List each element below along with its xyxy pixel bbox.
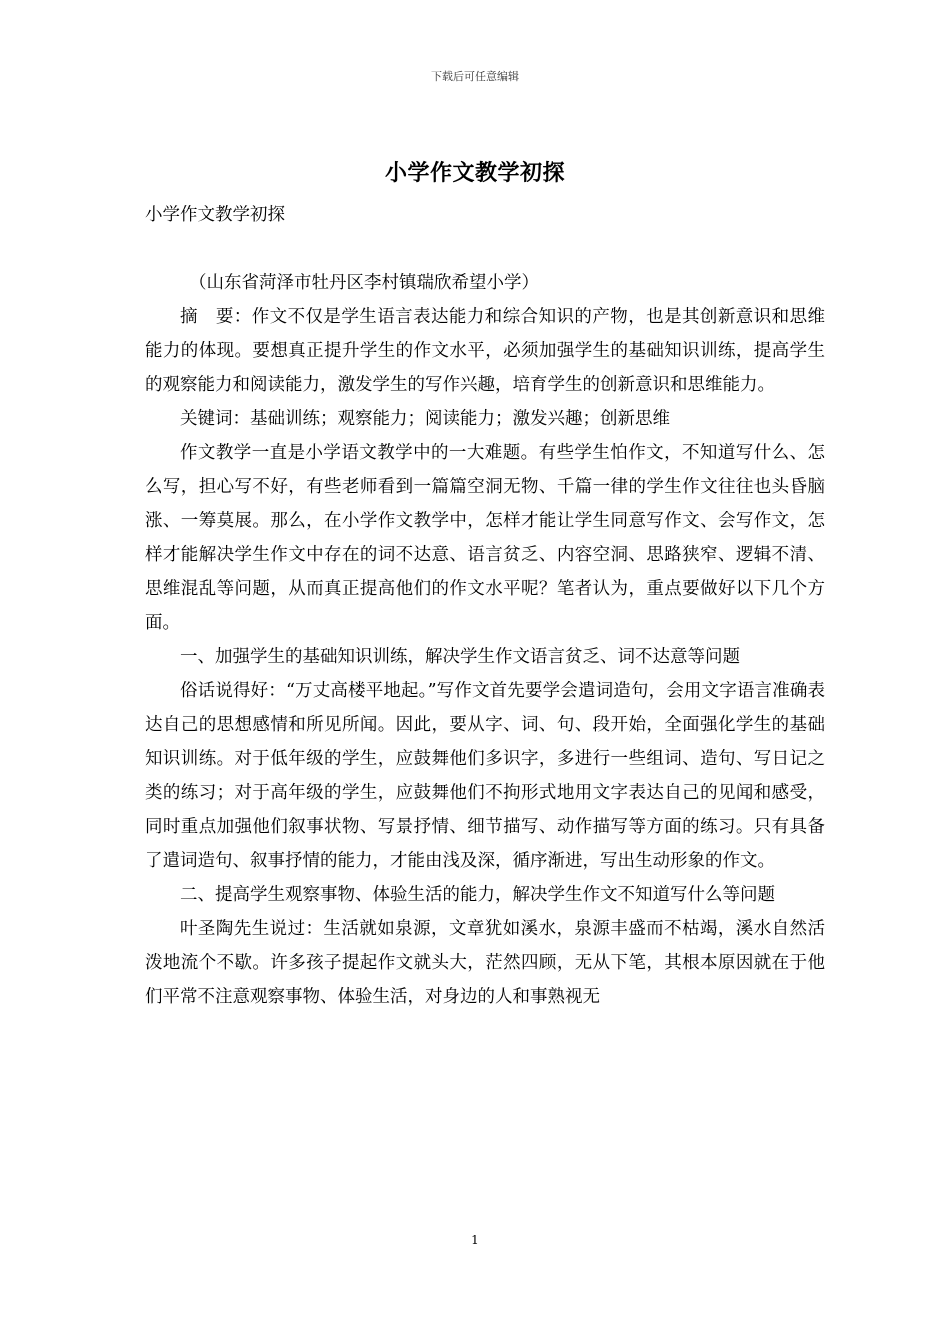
abstract-paragraph: 摘 要：作文不仅是学生语言表达能力和综合知识的产物，也是其创新意识和思维能力的体现。要想真正提升学生的作文水平，必须加强学生的基础知识训练，提高学生的观察能力和阅读能力，激发学生的写作兴趣，培育学生的创新意识和思维能力。 — [145, 307, 825, 395]
body-paragraph-section-2: 叶圣陶先生说过：生活就如泉源，文章犹如溪水，泉源丰盛而不枯竭，溪水自然活泼地流个不歇。许多孩子提起作文就头大，茫然四顾，无从下笔，其根本原因就在于他们平常不注意观察事物、体验生活，对身边的人和事熟视无 — [145, 919, 825, 1007]
page-number: 1 — [471, 1233, 479, 1247]
body-paragraph-section-1: 俗话说得好：“万丈高楼平地起。”写作文首先要学会遣词造句，会用文字语言准确表达自己的思想感情和所见所闻。因此，要从字、词、句、段开始，全面强化学生的基础知识训练。对于低年级的学生，应鼓舞他们多识字，多进行一些组词、造句、写日记之类的练习；对于高年级的学生，应鼓舞他们不拘形式地用文字表达自己的见闻和感受，同时重点加强他们叙事状物、写景抒情、细节描写、动作描写等方面的练习。只有具备了遣词造句、叙事抒情的能力，才能由浅及深，循序渐进，写出生动形象的作文。 — [145, 681, 825, 871]
blank-line — [145, 232, 825, 266]
document-subtitle: 小学作文教学初探 — [145, 205, 285, 225]
author-affiliation: （山东省菏泽市牡丹区李村镇瑞欣希望小学） — [189, 273, 539, 293]
document-body — [145, 198, 825, 1014]
keywords-paragraph: 关键词：基础训练；观察能力；阅读能力；激发兴趣；创新思维 — [180, 409, 670, 429]
section-heading-1: 一、加强学生的基础知识训练，解决学生作文语言贫乏、词不达意等问题 — [180, 647, 740, 667]
body-paragraph-intro: 作文教学一直是小学语文教学中的一大难题。有些学生怕作文，不知道写什么、怎么写，担心写不好，有些老师看到一篇篇空洞无物、千篇一律的学生作文往往也头昏脑涨、一筹莫展。那么，在小学作文教学中，怎样才能让学生同意写作文、会写作文，怎样才能解决学生作文中存在的词不达意、语言贫乏、内容空洞、思路狭窄、逻辑不清、思维混乱等问题，从而真正提高他们的作文水平呢？笔者认为，重点要做好以下几个方面。 — [145, 443, 825, 633]
section-heading-2: 二、提高学生观察事物、体验生活的能力，解决学生作文不知道写什么等问题 — [180, 885, 775, 905]
header-note: 下载后可任意编辑 — [431, 70, 519, 83]
document-title: 小学作文教学初探 — [384, 160, 565, 186]
